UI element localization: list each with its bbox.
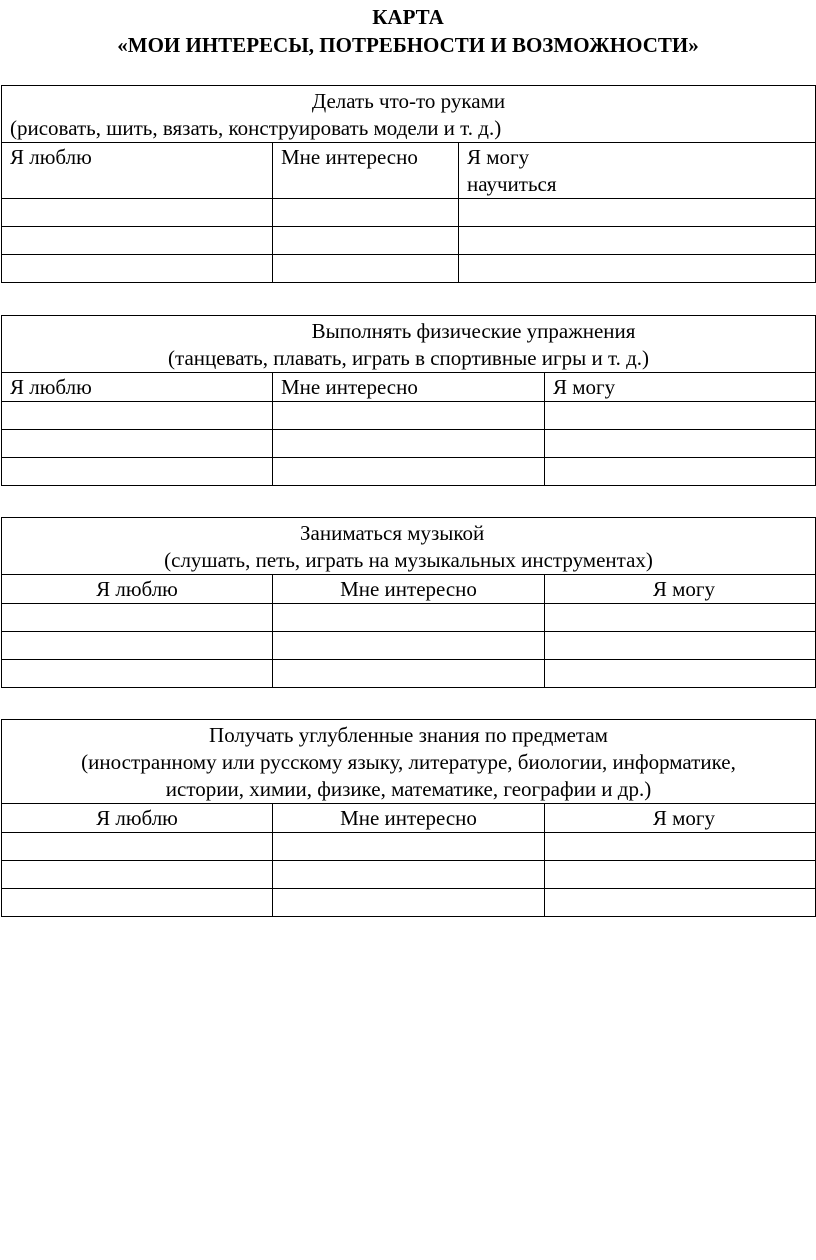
column-header: Я люблю xyxy=(2,804,273,833)
section-heading xyxy=(2,720,816,804)
column-header: Мне интересно xyxy=(273,143,459,199)
column-header-text: Я могу научиться xyxy=(467,145,557,196)
input-cell[interactable] xyxy=(273,458,545,486)
column-header: Я могу xyxy=(545,373,816,402)
column-header: Я люблю xyxy=(2,575,273,604)
input-cell[interactable] xyxy=(545,861,816,889)
input-cell[interactable] xyxy=(273,861,545,889)
input-cell[interactable] xyxy=(2,833,273,861)
input-cell[interactable] xyxy=(273,604,545,632)
section-heading xyxy=(2,518,816,575)
table-row xyxy=(2,632,816,660)
input-cell[interactable] xyxy=(545,833,816,861)
input-cell[interactable] xyxy=(2,199,273,227)
input-cell[interactable] xyxy=(273,255,459,283)
input-cell[interactable] xyxy=(545,604,816,632)
section-heading xyxy=(2,316,816,373)
table-hands xyxy=(1,85,816,283)
input-cell[interactable] xyxy=(273,889,545,917)
table-row xyxy=(2,255,816,283)
input-cell[interactable] xyxy=(2,402,273,430)
table-row xyxy=(2,402,816,430)
input-cell[interactable] xyxy=(2,458,273,486)
input-cell[interactable] xyxy=(2,889,273,917)
input-cell[interactable] xyxy=(2,861,273,889)
input-cell[interactable] xyxy=(545,660,816,688)
input-cell[interactable] xyxy=(2,632,273,660)
table-row xyxy=(2,889,816,917)
table-row xyxy=(2,458,816,486)
column-header: Мне интересно xyxy=(273,575,545,604)
table-music xyxy=(1,517,816,688)
document-subtitle: «МОИ ИНТЕРЕСЫ, ПОТРЕБНОСТИ И ВОЗМОЖНОСТИ» xyxy=(117,33,699,57)
input-cell[interactable] xyxy=(273,632,545,660)
heading-line: Выполнять физические упражнения xyxy=(311,319,636,343)
section-heading xyxy=(2,86,816,143)
table-row xyxy=(2,604,816,632)
input-cell[interactable] xyxy=(545,632,816,660)
table-row xyxy=(2,430,816,458)
input-cell[interactable] xyxy=(459,227,816,255)
heading-line: Заниматься музыкой xyxy=(300,521,485,545)
input-cell[interactable] xyxy=(545,889,816,917)
table-row xyxy=(2,861,816,889)
column-header xyxy=(459,143,816,199)
document-title: КАРТА xyxy=(372,5,444,29)
input-cell[interactable] xyxy=(2,604,273,632)
input-cell[interactable] xyxy=(273,660,545,688)
input-cell[interactable] xyxy=(545,402,816,430)
input-cell[interactable] xyxy=(2,227,273,255)
input-cell[interactable] xyxy=(273,833,545,861)
input-cell[interactable] xyxy=(273,227,459,255)
heading-line: (рисовать, шить, вязать, конструировать модели и т. д.) xyxy=(10,116,502,140)
input-cell[interactable] xyxy=(273,402,545,430)
column-header: Мне интересно xyxy=(273,373,545,402)
table-physical xyxy=(1,315,816,486)
input-cell[interactable] xyxy=(273,430,545,458)
column-header: Я могу xyxy=(545,575,816,604)
heading-line: Делать что-то руками xyxy=(311,89,506,113)
column-header: Я люблю xyxy=(2,143,273,199)
heading-line: истории, химии, физике, математике, географии и др.) xyxy=(165,777,652,801)
table-row xyxy=(2,227,816,255)
input-cell[interactable] xyxy=(273,199,459,227)
input-cell[interactable] xyxy=(2,255,273,283)
input-cell[interactable] xyxy=(459,199,816,227)
column-header: Мне интересно xyxy=(273,804,545,833)
table-row xyxy=(2,199,816,227)
column-header: Я могу xyxy=(545,804,816,833)
heading-line: (иностранному или русскому языку, литературе, биологии, информатике, xyxy=(81,750,736,774)
heading-line: (танцевать, плавать, играть в спортивные игры и т. д.) xyxy=(168,346,649,370)
input-cell[interactable] xyxy=(545,458,816,486)
heading-line: (слушать, петь, играть на музыкальных инструментах) xyxy=(164,548,653,572)
heading-line: Получать углубленные знания по предметам xyxy=(209,723,608,747)
input-cell[interactable] xyxy=(2,430,273,458)
table-subjects xyxy=(1,719,816,917)
input-cell[interactable] xyxy=(2,660,273,688)
input-cell[interactable] xyxy=(545,430,816,458)
input-cell[interactable] xyxy=(459,255,816,283)
column-header: Я люблю xyxy=(2,373,273,402)
table-row xyxy=(2,660,816,688)
table-row xyxy=(2,833,816,861)
